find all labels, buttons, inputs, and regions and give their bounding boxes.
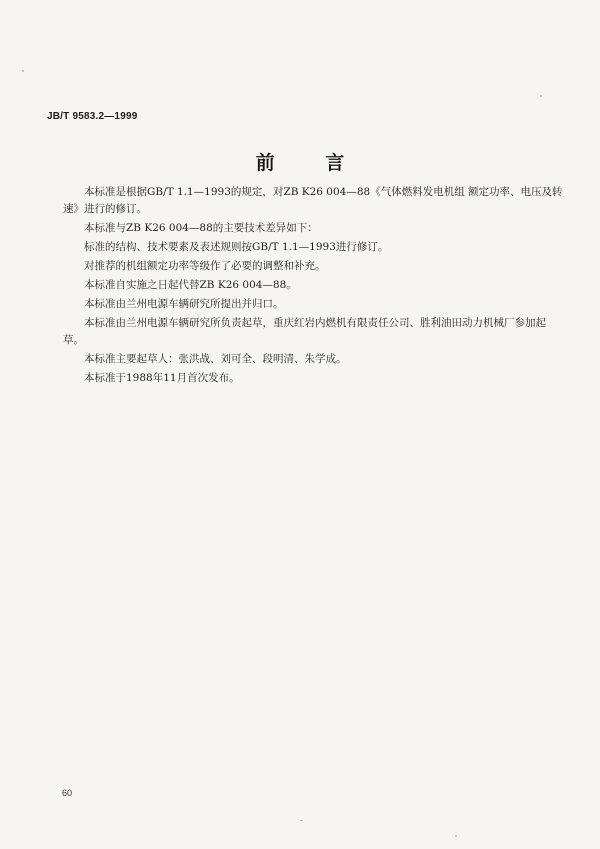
standard-number: JB/T 9583.2—1999 [47, 111, 138, 122]
paragraph-technical-differences: 本标准与ZB K26 004—88的主要技术差异如下： [84, 222, 318, 234]
paragraph-first-release: 本标准于1988年11月首次发布。 [84, 372, 240, 384]
paragraph-replacement: 本标准自实施之日起代替ZB K26 004—88。 [84, 279, 297, 291]
foreword-body [63, 184, 563, 389]
paragraph-proposer: 本标准由兰州电源车辆研究所提出并归口。 [84, 298, 284, 310]
paragraph-power-levels: 对推荐的机组额定功率等级作了必要的调整和补充。 [84, 260, 326, 272]
scan-speck [540, 95, 542, 97]
paragraph-structure-revision: 标准的结构、技术要素及表述规则按GB/T 1.1—1993进行修订。 [84, 241, 389, 253]
paragraph-drafters: 本标准主要起草人：张洪战、刘可全、段明清、朱学成。 [84, 353, 347, 365]
page-title: 前 言 [255, 152, 367, 174]
scan-speck [455, 835, 457, 837]
paragraph-revision-basis: 本标准是根据GB/T 1.1—1993的规定，对ZB K26 004—88《气体燃料发电机组 额定功率、电压及转速》进行的修订。 [63, 186, 563, 215]
scan-speck [300, 820, 303, 821]
page-number: 60 [62, 788, 73, 798]
paragraph-drafting-units: 本标准由兰州电源车辆研究所负责起草，重庆红岩内燃机有限责任公司、胜利油田动力机械厂参加起草。 [63, 317, 546, 346]
scan-speck [22, 70, 24, 72]
